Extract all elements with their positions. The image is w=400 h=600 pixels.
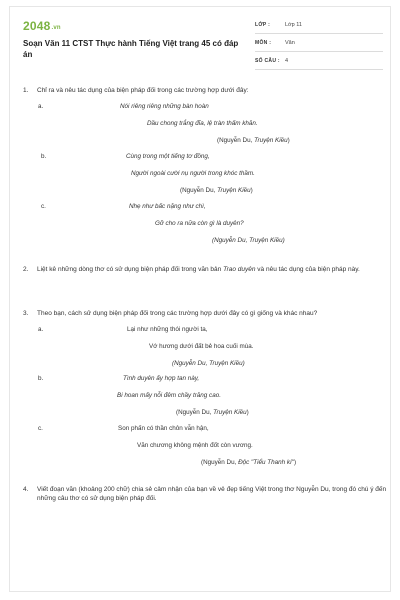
meta-value-subject: Văn (285, 40, 295, 46)
q1-b-citation (180, 187, 253, 194)
citation-work: Truyện Kiều (213, 409, 247, 416)
meta-row-class (255, 19, 383, 34)
q3-a-label: a. (38, 326, 44, 333)
q1-c-line-1: Nhẹ như bấc nặng như chì, (129, 203, 206, 210)
q3-c-line-1: Son phấn có thần chôn vẫn hận, (118, 425, 209, 432)
q1-c-citation: (Nguyễn Du, Truyện Kiều) (212, 237, 285, 244)
question-text (37, 265, 392, 274)
q3-b-citation (176, 409, 249, 416)
q3-a-citation: (Nguyễn Du, Truyện Kiều) (172, 360, 245, 367)
logo-tld: .vn (51, 25, 61, 31)
citation-prefix: (Nguyễn Du, (201, 459, 239, 466)
site-logo[interactable] (23, 19, 61, 33)
q1-a-citation (217, 137, 290, 144)
question-text: Chỉ ra và nêu tác dụng của biện pháp đối trong các trường hợp dưới đây: (37, 87, 249, 94)
citation-work: Độc "Tiểu Thanh kí" (238, 459, 294, 466)
meta-label-class: LỚP : (255, 22, 271, 28)
q3-b-line-1: Tình duyên ấy hợp tan này, (123, 375, 200, 382)
question-text: Viết đoạn văn (khoảng 200 chữ) chia sẻ cảm nhận của bạn về vẻ đẹp tiếng Việt trong thơ Nguyễn Du, trong đó chú ý đến những câu thơ có sử dụng biện pháp đối. (37, 486, 387, 502)
meta-value-class: Lớp 11 (285, 22, 302, 28)
q1-a-line-1: Nói riêng riêng những bàn hoàn (120, 103, 209, 110)
logo-text: 2048 (23, 19, 51, 33)
question-number: 3. (23, 310, 29, 317)
question-number: 1. (23, 87, 29, 94)
q1-a-line-2: Dầu chong trắng đĩa, lệ tràn thấm khăn. (147, 120, 258, 127)
meta-label-subject: MÔN : (255, 40, 272, 46)
q1-c-label: c. (41, 203, 46, 210)
text-after: và nêu tác dụng của biện pháp này. (255, 266, 360, 273)
q3-a-line-1: Lại như những thói người ta, (127, 326, 208, 333)
question-number: 4. (23, 486, 29, 493)
q1-c-line-2: Gỡ cho ra nữa còn gì là duyên? (155, 220, 244, 227)
q1-b-line-2: Người ngoài cười nụ người trong khóc thầm. (131, 170, 255, 177)
citation-prefix: (Nguyễn Du, (176, 409, 214, 416)
q3-b-label: b. (38, 375, 44, 382)
q1-a-label: a. (38, 103, 44, 110)
text-work: Trao duyên (223, 266, 256, 273)
meta-label-question-count: SỐ CÂU : (255, 58, 280, 64)
citation-suffix: ) (287, 137, 290, 144)
q3-b-line-2: Bi hoan mấy nỗi đêm chầy trăng cao. (117, 392, 221, 399)
citation-work: Truyện Kiều (217, 187, 251, 194)
citation-prefix: (Nguyễn Du, (180, 187, 218, 194)
meta-row-subject (255, 37, 383, 52)
citation-suffix: ) (250, 187, 253, 194)
citation-prefix: (Nguyễn Du, (217, 137, 255, 144)
q3-c-label: c. (38, 425, 43, 432)
q1-b-label: b. (41, 153, 47, 160)
meta-row-question-count (255, 55, 383, 70)
text-before: Liệt kê những dòng thơ có sử dụng biện pháp đối trong văn bản (37, 266, 224, 273)
citation-suffix: ) (293, 459, 297, 466)
citation-work: Truyện Kiều (254, 137, 288, 144)
question-number: 2. (23, 266, 29, 273)
meta-panel (255, 19, 383, 73)
document-title: Soạn Văn 11 CTST Thực hành Tiếng Việt trang 45 có đáp án (23, 39, 239, 59)
meta-value-question-count: 4 (285, 58, 289, 64)
question-text: Theo bạn, cách sử dụng biện pháp đối trong các trường hợp dưới đây có gì giống và khác nhau? (37, 310, 318, 317)
q1-b-line-1: Cùng trong một tiếng tơ đồng, (126, 153, 210, 160)
worksheet (9, 6, 391, 592)
q3-a-line-2: Vớ hương dưới đất bẻ hoa cuối mùa. (149, 343, 254, 350)
q3-c-line-2: Văn chương không mệnh đốt còn vương. (137, 442, 253, 449)
worksheet-header (10, 7, 390, 69)
citation-suffix: ) (246, 409, 249, 416)
q3-c-citation (201, 459, 296, 466)
